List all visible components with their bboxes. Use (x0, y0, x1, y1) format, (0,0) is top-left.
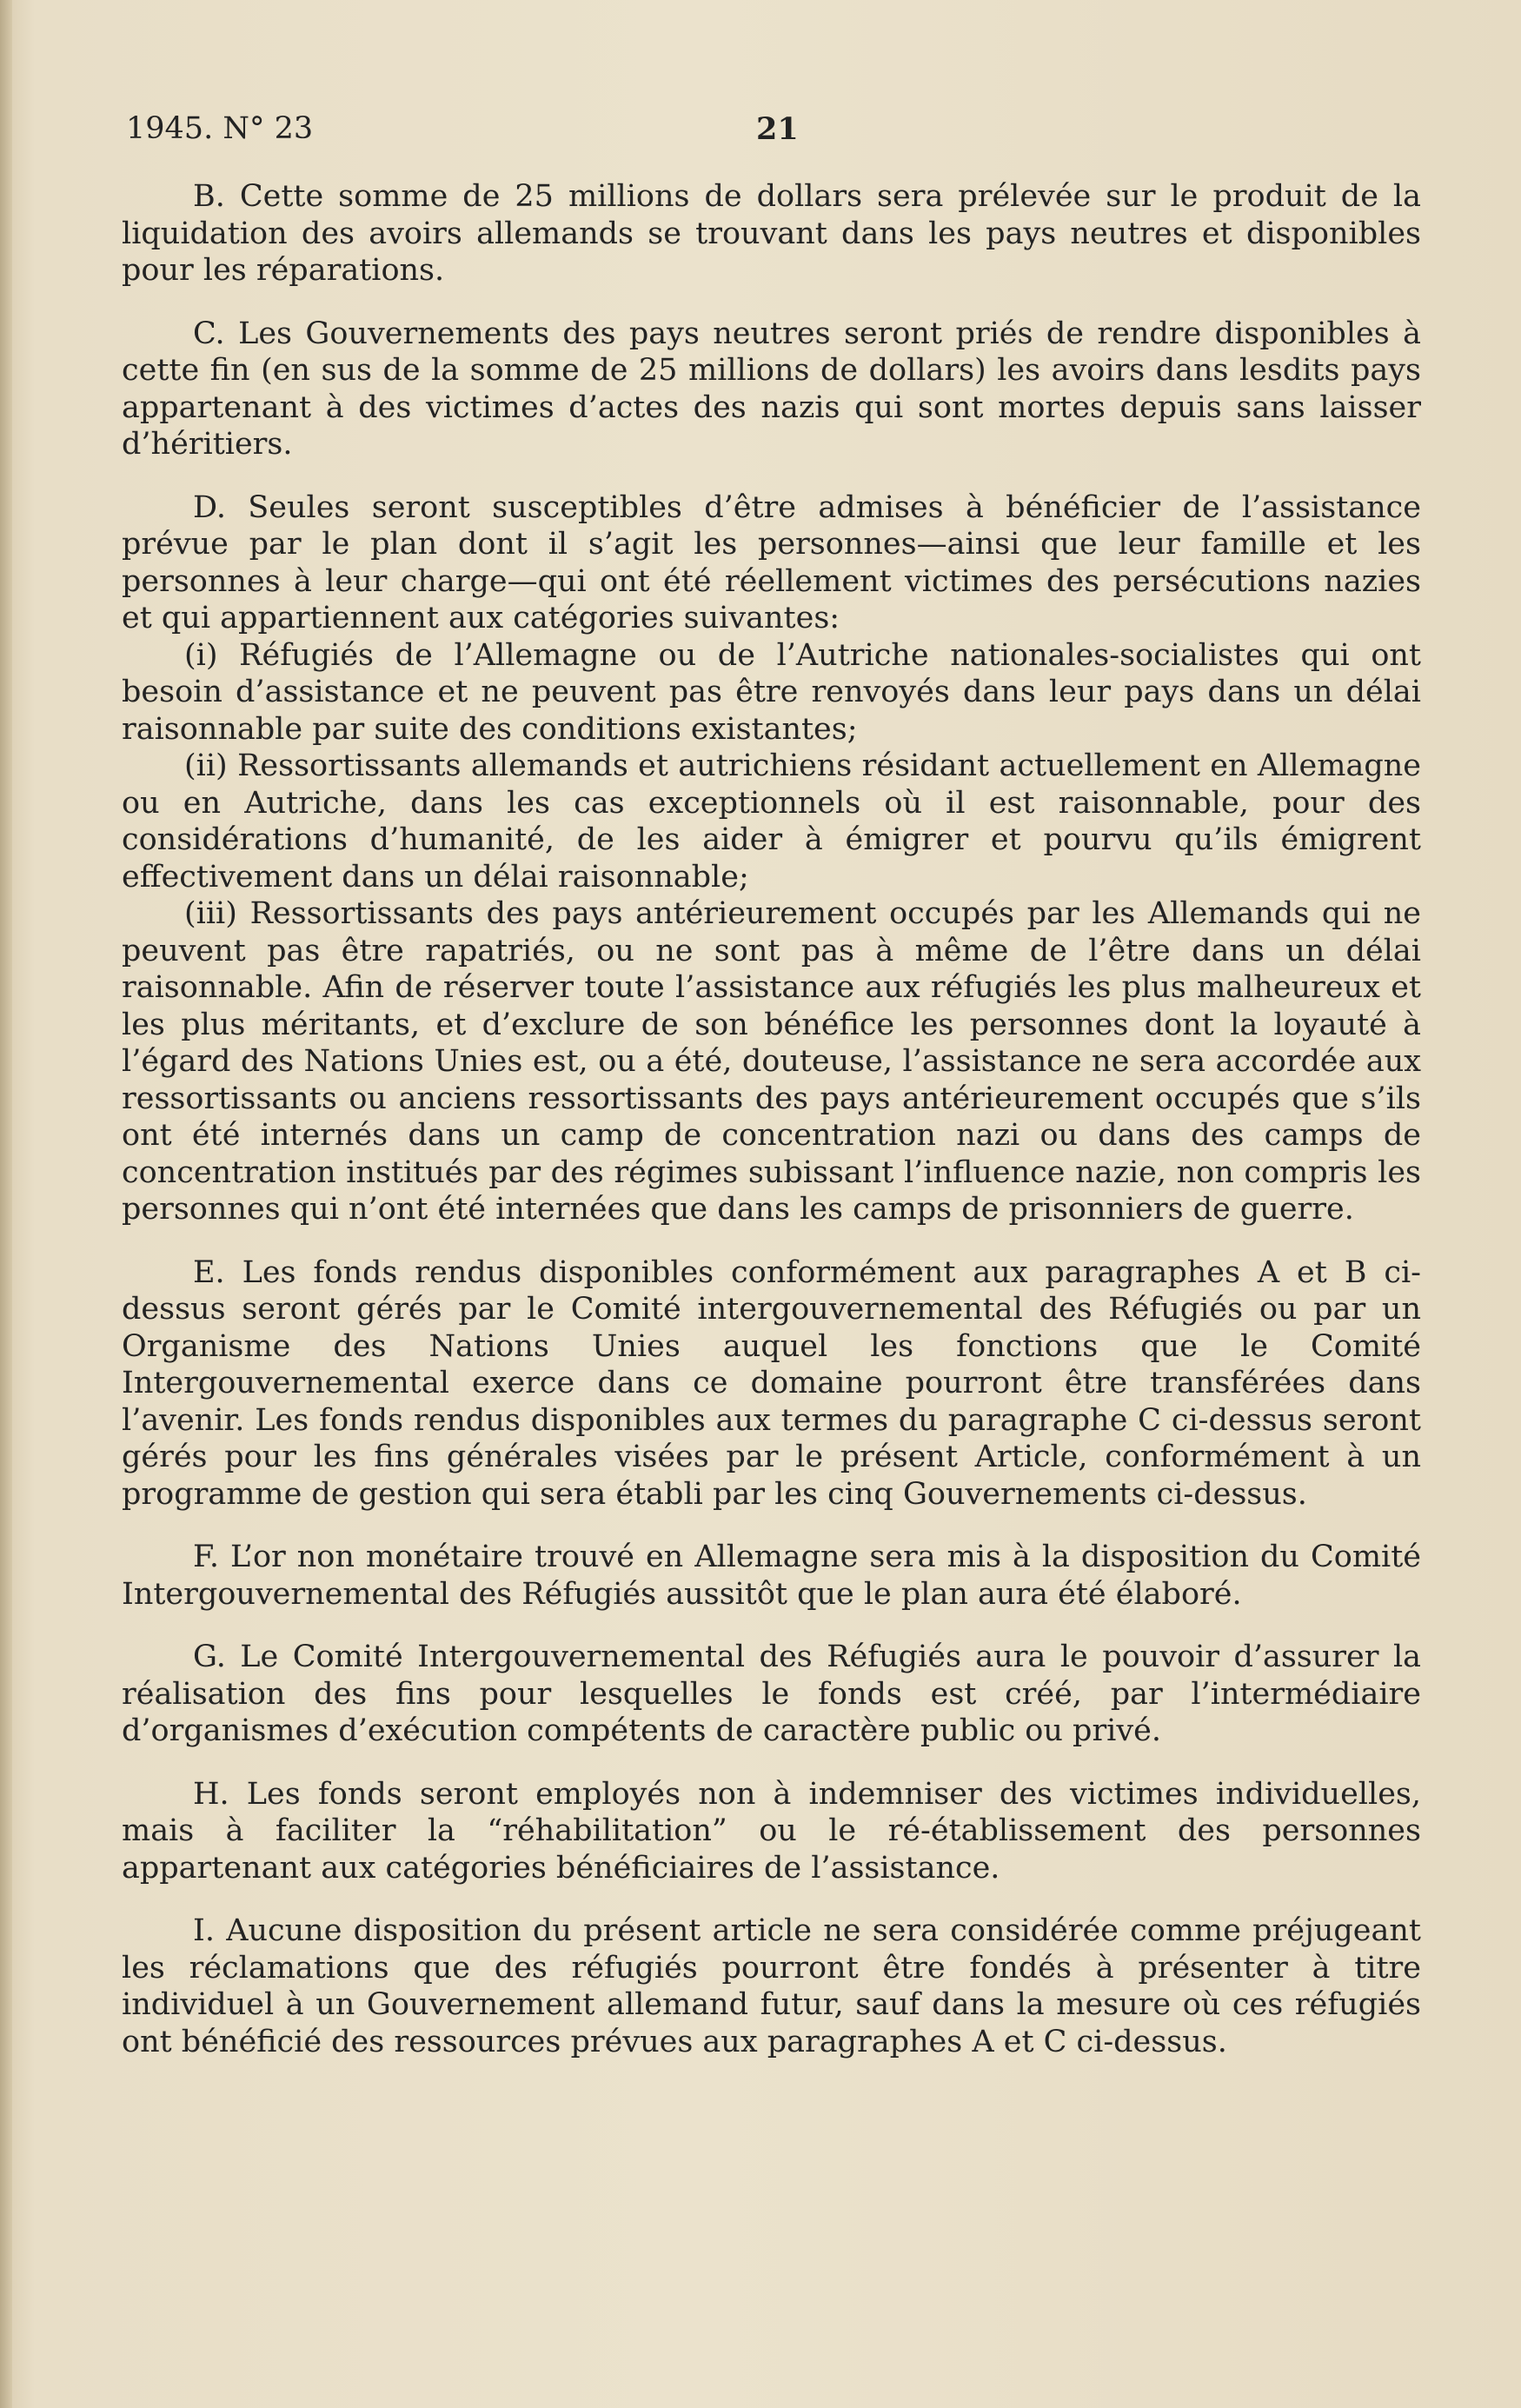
paragraph-g: G. Le Comité Intergouvernemental des Réfugiés aura le pouvoir d’assurer la réalisation des fins pour lesquelles le fonds est créé, par l’intermédiaire d’organismes d’exécution compétents de caractère public ou privé. (122, 1640, 1421, 1748)
page-header (126, 111, 1412, 153)
page-edge-shadow (0, 0, 12, 2408)
paragraph-e: E. Les fonds rendus disponibles conformément aux paragraphes A et B ci-dessus seront gérés par le Comité intergouvernemental des Réfugiés ou par un Organisme des Nations Unies auquel les fonctions que le Comité Intergouvernemental exerce dans ce domaine pourront être transférées dans l’avenir. Les fonds rendus disponibles aux termes du paragraphe C ci-dessus seront gérés pour les fins générales visées par le présent Article, conformément à un programme de gestion qui sera établi par les cinq Gouvernements ci-dessus. (122, 1254, 1421, 1512)
paragraph-i: I. Aucune disposition du présent article ne sera considérée comme préjugeant les réclamations que des réfugiés pourront être fondés à présenter à titre individuel à un Gouvernement allemand futur, sauf dans la mesure où ces réfugiés ont bénéficié des ressources prévues aux paragraphes A et C ci-dessus. (122, 1913, 1421, 2059)
paragraph-d-iii: (iii) Ressortissants des pays antérieurement occupés par les Allemands qui ne peuvent pas être rapatriés, ou ne sont pas à même de l’être dans un délai raisonnable. Afin de réserver toute l’assistance aux réfugiés les plus malheureux et les plus méritants, et d’exclure de son bénéfice les personnes dont la loyauté à l’égard des Nations Unies est, ou a été, douteuse, l’assistance ne sera accordée aux ressortissants ou anciens ressortissants des pays antérieurement occupés que s’ils ont été internés dans un camp de concentration nazi ou dans des camps de concentration institués par des régimes subissant l’influence nazie, non compris les personnes qui n’ont été internées que dans les camps de prisonniers de guerre. (122, 896, 1421, 1227)
paragraph-c: C. Les Gouvernements des pays neutres seront priés de rendre disponibles à cette fin (en sus de la somme de 25 millions de dollars) les avoirs dans lesdits pays appartenant à des victimes d’actes des nazis qui sont mortes depuis sans laisser d’héritiers. (122, 316, 1421, 462)
page-number: 21 (756, 111, 799, 147)
document-reference: 1945. N° 23 (126, 111, 314, 146)
paragraph-f: F. L’or non monétaire trouvé en Allemagne sera mis à la disposition du Comité Intergouvernemental des Réfugiés aussitôt que le plan aura été élaboré. (122, 1540, 1421, 1612)
paragraph-h: H. Les fonds seront employés non à indemniser des victimes individuelles, mais à faciliter la “réhabilitation” ou le ré-établissement des personnes appartenant aux catégories bénéficiaires de l’assistance. (122, 1776, 1421, 1886)
paragraph-d-ii: (ii) Ressortissants allemands et autrichiens résidant actuellement en Allemagne ou en Autriche, dans les cas exceptionnels où il est raisonnable, pour des considérations d’humanité, de les aider à émigrer et pourvu qu’ils émigrent effectivement dans un délai raisonnable; (122, 748, 1421, 895)
paragraph-b: B. Cette somme de 25 millions de dollars sera prélevée sur le produit de la liquidation des avoirs allemands se trouvant dans les pays neutres et disponibles pour les réparations. (122, 179, 1421, 288)
body-text (122, 178, 1421, 2060)
paragraph-d: D. Seules seront susceptibles d’être admises à bénéficier de l’assistance prévue par le plan dont il s’agit les personnes—ainsi que leur famille et les personnes à leur charge—qui ont été réellement victimes des persécutions nazies et qui appartiennent aux catégories suivantes: (122, 489, 1421, 635)
paragraph-d-i: (i) Réfugiés de l’Allemagne ou de l’Autriche nationales-socialistes qui ont besoin d’assistance et ne peuvent pas être renvoyés dans leur pays dans un délai raisonnable par suite des conditions existantes; (122, 637, 1421, 747)
